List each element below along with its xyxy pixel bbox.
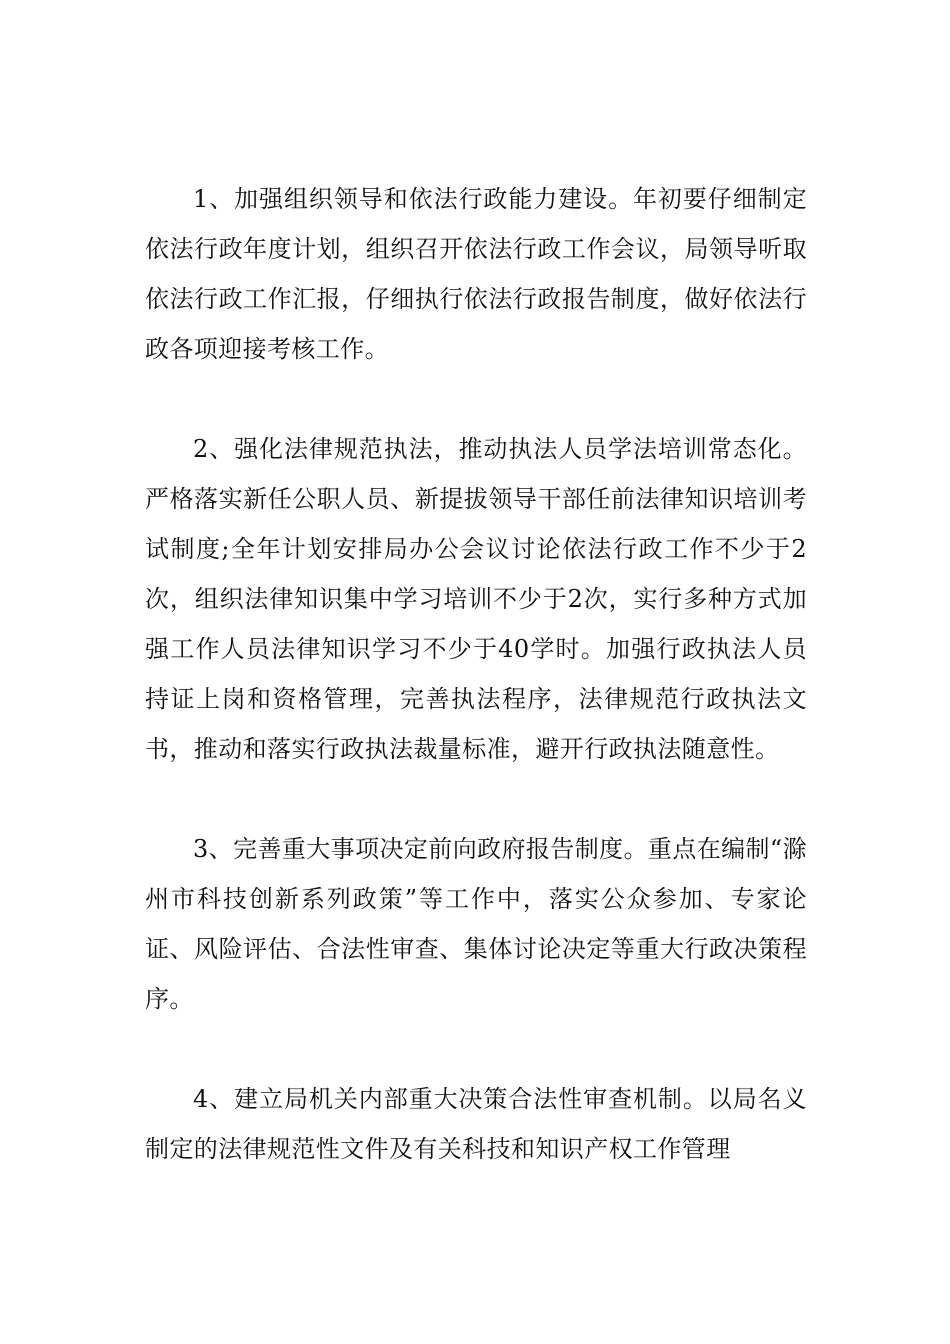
paragraph-3: 3、完善重大事项决定前向政府报告制度。重点在编制“滁州市科技创新系列政策”等工作中，落实公众参加、专家论证、风险评估、合法性审查、集体讨论决定等重大行政决策程序。 [145,835,807,1013]
paragraph-2: 2、强化法律规范执法，推动执法人员学法培训常态化。严格落实新任公职人员、新提拔领导干部任前法律知识培训考试制度;全年计划安排局办公会议讨论依法行政工作不少于2次，组织法律知识集中学习培训不少于2次，实行多种方式加强工作人员法律知识学习不少于40学时。加强行政执法人员持证上岗和资格管理，完善执法程序，法律规范行政执法文书，推动和落实行政执法裁量标准，避开行政执法随意性。 [145,435,807,763]
paragraph-1: 1、加强组织领导和依法行政能力建设。年初要仔细制定依法行政年度计划，组织召开依法行政工作会议，局领导听取依法行政工作汇报，仔细执行依法行政报告制度，做好依法行政各项迎接考核工作。 [145,185,807,363]
document-body [145,174,807,1174]
paragraph-4: 4、建立局机关内部重大决策合法性审查机制。以局名义制定的法律规范性文件及有关科技和知识产权工作管理 [145,1085,807,1163]
